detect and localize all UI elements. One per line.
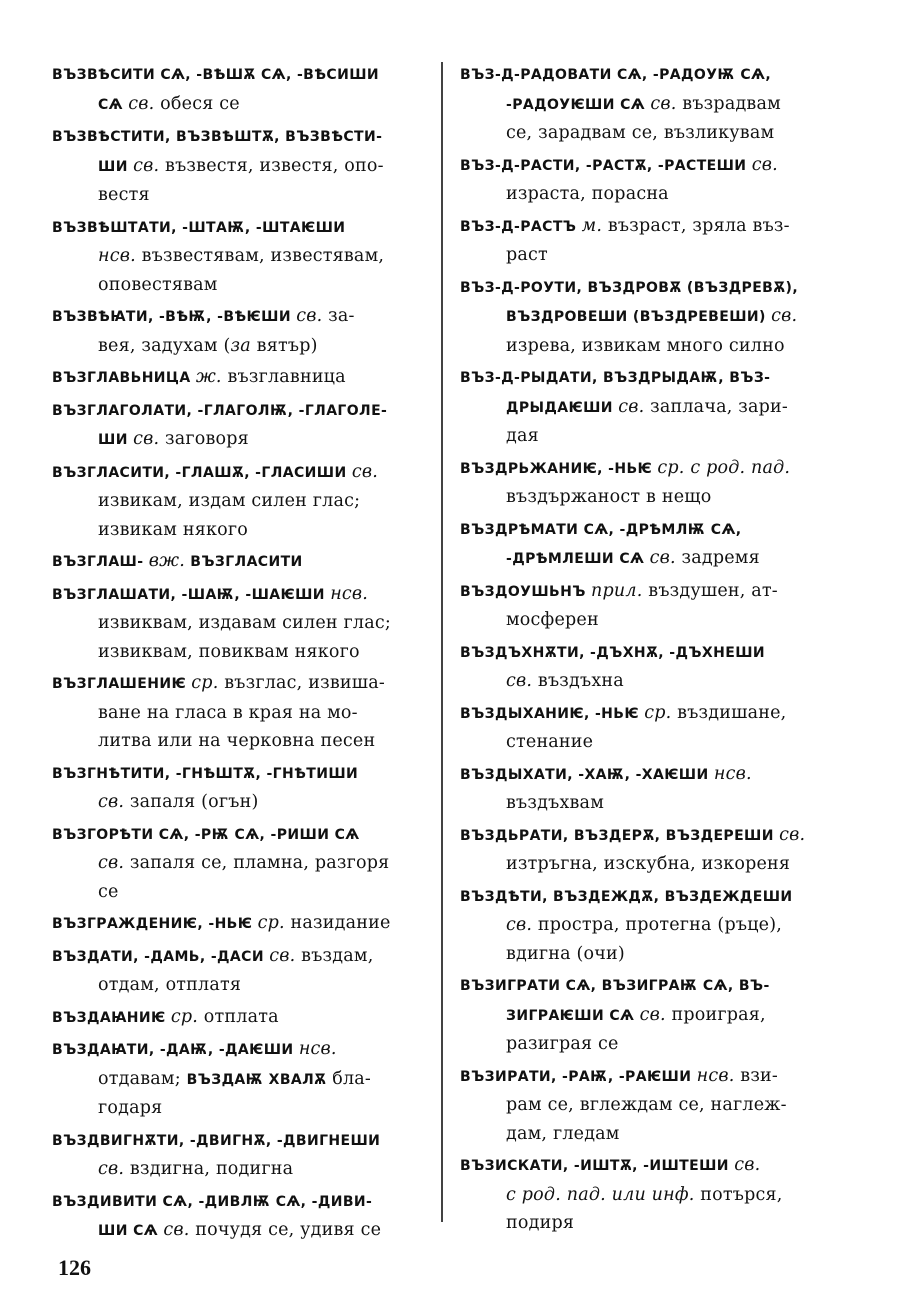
entry-first-line [460, 760, 845, 790]
grammar-label: ср. [644, 702, 672, 723]
dictionary-entry [460, 699, 845, 757]
headword: ВЪЗДЫХАНИѤ, -НЬѤ [460, 705, 645, 722]
definition: заговоря [159, 429, 249, 449]
grammar-label: св. [650, 93, 677, 114]
entry-first-line [52, 396, 437, 426]
dictionary-entry [52, 580, 437, 667]
definition: вздигна, подигна [124, 1159, 294, 1179]
entry-continuation-line [460, 1209, 845, 1238]
entry-continuation-line [460, 728, 845, 757]
grammar-label: св. [751, 154, 778, 175]
headword: ВЪЗИГРАТИ СѦ, ВЪЗИГРАѬ СѦ, ВЪ- [460, 978, 770, 994]
headword: ВЪЗГЛАШ- [52, 554, 149, 570]
definition: извиквам, повиквам някого [98, 641, 360, 662]
dictionary-entry [52, 363, 437, 393]
dictionary-entry [460, 760, 845, 818]
entry-first-line [460, 60, 845, 90]
entry-continuation-line [460, 850, 845, 879]
definition: проиграя, [665, 1004, 766, 1025]
dictionary-entry [52, 909, 437, 939]
definition: мосферен [506, 610, 599, 630]
dictionary-entry [52, 396, 437, 455]
grammar-label: св. [133, 155, 160, 176]
definition: възрадвам [676, 93, 781, 114]
headword: ВЪЗИСКАТИ, -ИШТѪ, -ИШТЕШИ [460, 1158, 735, 1174]
entry-first-line [52, 363, 437, 393]
grammar-label: нсв. [713, 763, 752, 784]
entry-first-line [52, 213, 437, 243]
entry-continuation-line [52, 1065, 437, 1095]
entry-first-line [460, 971, 845, 1001]
entry-continuation-line [460, 393, 845, 423]
definition: раст [506, 245, 548, 265]
grammar-label: св. [133, 429, 160, 449]
dictionary-entry [52, 820, 437, 907]
headword: ДРЫДАѤШИ [506, 399, 619, 416]
entry-continuation-line [460, 940, 845, 969]
grammar-label: нсв. [696, 1065, 735, 1086]
definition: литва или на черковна песен [98, 731, 376, 751]
headword: ВЪЗ-Д-РАДОВАТИ СѦ, -РАДОУѬ СѦ, [460, 67, 772, 83]
entry-first-line [52, 1003, 437, 1033]
dictionary-entry [460, 151, 845, 209]
definition: назидание [284, 913, 391, 933]
definition: възвестявам, известявам, [135, 246, 385, 266]
entry-continuation-line [52, 242, 437, 271]
headword: ШИ [98, 432, 134, 448]
definition: изтръгна, изскубна, изкореня [506, 854, 791, 874]
dictionary-entry [460, 363, 845, 451]
entry-continuation-line [460, 911, 845, 940]
definition: обеся се [154, 93, 240, 114]
headword: ЗИГРАѤШИ СѦ [506, 1007, 640, 1024]
headword: ВЪЗВѢШТАТИ, -ШТАѬ, -ШТАѤШИ [52, 219, 346, 236]
entry-first-line [52, 122, 437, 152]
headword: ВЪЗДАѬ ХВАЛѪ [186, 1071, 327, 1088]
dictionary-entry [52, 122, 437, 210]
entry-continuation-line [52, 878, 437, 907]
dictionary-entry [52, 1187, 437, 1246]
entry-continuation-line [52, 152, 437, 182]
headword: ШИ [98, 158, 134, 175]
headword: ВЪЗДВИГНѪТИ, -ДВИГНѪ, -ДВИГНЕШИ [52, 1132, 381, 1149]
headword: ВЪЗГЛАСИТИ [184, 554, 303, 570]
grammar-label: св. [771, 306, 798, 326]
entry-continuation-line [460, 1001, 845, 1031]
entry-continuation-line [460, 422, 845, 451]
definition: дая [506, 426, 539, 446]
headword: ВЪЗДОУШЬНЪ [460, 583, 592, 600]
definition: отдам, отплатя [98, 975, 242, 995]
dictionary-entry [460, 454, 845, 512]
definition: вдигна (очи) [506, 943, 625, 964]
entry-continuation-line [460, 1181, 845, 1210]
headword: ВЪЗГЛАСИТИ, -ГЛАШѪ, -ГЛАСИШИ [52, 464, 352, 481]
grammar-label: св. [163, 1220, 190, 1240]
definition: простра, протегна (ръце), [532, 915, 782, 935]
grammar-label: нсв. [298, 1039, 337, 1059]
grammar-label: м. [581, 215, 603, 236]
page-number: 126 [58, 1255, 91, 1280]
headword: ВЪЗДАꙖТИ, -ДАѬ, -ДАѤШИ [52, 1042, 299, 1058]
definition: дам, гледам [506, 1123, 620, 1144]
dictionary-entry [460, 60, 845, 148]
dictionary-entry [52, 60, 437, 119]
grammar-label: ж. [195, 367, 222, 387]
entry-continuation-line [52, 788, 437, 817]
grammar-label: св. [639, 1004, 666, 1025]
entry-first-line [460, 515, 845, 545]
entry-first-line [460, 1151, 845, 1181]
headword: ВЪЗДРЬЖАНИѤ, -НЬѤ [460, 460, 658, 477]
entry-continuation-line [460, 1120, 845, 1149]
definition: въздъхна [532, 671, 624, 691]
definition: запаля (огън) [124, 792, 259, 812]
grammar-label: нсв. [98, 246, 136, 266]
dictionary-entry [460, 212, 845, 270]
entry-continuation-line [52, 516, 437, 545]
entry-continuation-line [460, 667, 845, 696]
entry-continuation-line [460, 483, 845, 512]
grammar-label: св. [98, 792, 125, 812]
definition: оповестявам [98, 274, 218, 295]
grammar-label: прил. [591, 580, 643, 601]
column-divider [441, 62, 443, 1222]
dictionary-entry [460, 1062, 845, 1149]
definition: задремя [675, 548, 760, 568]
entry-first-line [52, 547, 437, 577]
entry-first-line [52, 820, 437, 850]
entry-first-line [52, 1187, 437, 1217]
entry-first-line [52, 759, 437, 789]
entry-first-line [460, 273, 845, 303]
entry-continuation-line [52, 425, 437, 455]
headword: ВЪЗГЛАШАТИ, -ШАѬ, -ШАѤШИ [52, 586, 331, 603]
entry-continuation-line [52, 1155, 437, 1184]
dictionary-entry [460, 821, 845, 879]
definition: извиквам, издавам силен глас; [98, 613, 391, 633]
entry-continuation-line [460, 544, 845, 574]
entry-first-line [460, 821, 845, 851]
entry-continuation-line [52, 1216, 437, 1246]
entry-continuation-line [52, 727, 437, 756]
definition: се, зарадвам се, възликувам [506, 123, 775, 143]
definition: отплата [198, 1006, 279, 1027]
definition: отдавам; [98, 1068, 187, 1089]
definition: почудя се, удивя се [189, 1220, 382, 1240]
entry-continuation-line [460, 1091, 845, 1120]
left-column [52, 60, 437, 1249]
grammar-label: вж. [148, 551, 185, 571]
entry-first-line [52, 60, 437, 90]
entry-continuation-line [52, 609, 437, 638]
entry-continuation-line [52, 271, 437, 300]
grammar-label: св. [506, 671, 533, 691]
grammar-label: ср. [257, 913, 285, 933]
headword: ВЪЗДРОВЕШИ (ВЪЗДРЕВЕШИ) [506, 309, 772, 325]
grammar-label: с род. пад. или инф. [506, 1184, 695, 1205]
entry-continuation-line [52, 971, 437, 1000]
headword: ВЪЗ-Д-РЫДАТИ, ВЪЗДРЫДАѬ, ВЪЗ- [460, 370, 771, 386]
definition: вятър) [250, 335, 318, 356]
dictionary-entry [460, 882, 845, 969]
definition: извикам, издам силен глас; [98, 491, 361, 511]
definition: заплача, зари- [644, 396, 789, 417]
definition: запаля се, пламна, разгоря [124, 853, 390, 873]
grammar-label: св. [734, 1155, 761, 1175]
dictionary-entry [52, 1003, 437, 1033]
entry-first-line [460, 577, 845, 607]
grammar-label: св. [649, 548, 676, 568]
dictionary-entry [460, 273, 845, 361]
entry-first-line [460, 1062, 845, 1092]
headword: ВЪЗ-Д-РАСТИ, -РАСТѪ, -РАСТЕШИ [460, 157, 752, 174]
definition: възглавница [221, 367, 346, 387]
headword: ВЪЗДЪХНѪТИ, -ДЪХНѪ, -ДЪХНЕШИ [460, 644, 766, 661]
grammar-label: нсв. [330, 583, 369, 604]
grammar-label: ср. [191, 673, 219, 693]
definition: израста, порасна [506, 184, 669, 204]
definition: въздържаност в нещо [506, 487, 712, 507]
entry-continuation-line [52, 487, 437, 516]
headword: ШИ СѦ [98, 1223, 164, 1239]
definition: разиграя се [506, 1034, 619, 1054]
entry-first-line [52, 909, 437, 939]
entry-continuation-line [52, 181, 437, 210]
headword: СѦ [98, 96, 129, 113]
headword: ВЪЗ-Д-РАСТЪ [460, 218, 582, 235]
entry-continuation-line [460, 302, 845, 332]
definition: изрева, извикам много силно [506, 335, 785, 356]
entry-continuation-line [52, 638, 437, 667]
definition: въздъхвам [506, 793, 605, 813]
headword: -ДРѢМЛЕШИ СѦ [506, 551, 650, 567]
headword: ВЪЗГЛАШЕНИѤ [52, 676, 192, 692]
grammar-label: св. [98, 1159, 125, 1179]
definition: потърся, [694, 1184, 783, 1205]
entry-first-line [52, 458, 437, 488]
definition: годаря [98, 1098, 163, 1118]
entry-continuation-line [460, 1030, 845, 1059]
dictionary-entry [52, 759, 437, 817]
definition: вестя [98, 185, 150, 205]
grammar-label: св. [351, 461, 379, 482]
definition: стенание [506, 732, 594, 752]
entry-continuation-line [52, 1094, 437, 1123]
dictionary-entry [460, 971, 845, 1059]
dictionary-entry [460, 1151, 845, 1238]
headword: ВЪЗДѢТИ, ВЪЗДЕЖДѪ, ВЪЗДЕЖДЕШИ [460, 888, 793, 905]
headword: ВЪЗВѢСИТИ СѦ, -ВѢШѪ СѦ, -ВѢСИШИ [52, 67, 380, 83]
headword: ВЪЗГЛАВЬНИЦА [52, 370, 196, 386]
entry-continuation-line [460, 90, 845, 120]
entry-first-line [52, 669, 437, 699]
headword: ВЪЗ-Д-РОУТИ, ВЪЗДРОВѪ (ВЪЗДРЕВѪ), [460, 279, 799, 296]
headword: ВЪЗДАТИ, -ДАМЬ, -ДАСИ [52, 948, 270, 965]
entry-first-line [52, 942, 437, 972]
grammar-label: св. [269, 945, 296, 966]
definition: вея, задухам ( [98, 335, 231, 356]
definition: въздам, [295, 945, 374, 966]
headword: ВЪЗДАꙖНИѤ [52, 1009, 171, 1026]
entry-continuation-line [460, 241, 845, 270]
entry-continuation-line [52, 332, 437, 361]
definition: рам се, вглеждам се, наглеж- [506, 1095, 787, 1115]
entry-continuation-line [52, 90, 437, 120]
definition: за- [322, 306, 355, 326]
grammar-label: св. [98, 853, 125, 873]
entry-first-line [460, 638, 845, 668]
entry-continuation-line [460, 789, 845, 818]
entry-continuation-line [460, 180, 845, 209]
entry-first-line [52, 302, 437, 332]
dictionary-entry [52, 1035, 437, 1123]
definition: бла- [326, 1068, 372, 1089]
entry-first-line [52, 580, 437, 610]
entry-continuation-line [52, 849, 437, 878]
entry-continuation-line [460, 332, 845, 361]
grammar-label: за [230, 335, 251, 356]
headword: ВЪЗДЬРАТИ, ВЪЗДЕРѪ, ВЪЗДЕРЕШИ [460, 827, 780, 844]
grammar-label: св. [128, 93, 155, 114]
dictionary-entry [460, 515, 845, 574]
definition: въздушен, ат- [642, 580, 778, 601]
grammar-label: св. [618, 396, 645, 417]
entry-first-line [460, 882, 845, 912]
grammar-label: ср. с род. пад. [657, 457, 791, 478]
entry-first-line [52, 1035, 437, 1065]
entry-first-line [460, 212, 845, 242]
grammar-label: св. [296, 306, 323, 326]
headword: ВЪЗВѢСТИТИ, ВЪЗВѢШТѪ, ВЪЗВѢСТИ- [52, 129, 383, 145]
entry-continuation-line [52, 699, 437, 728]
entry-first-line [52, 1126, 437, 1156]
entry-continuation-line [460, 606, 845, 635]
definition: взи- [734, 1065, 779, 1086]
definition: се [98, 881, 119, 902]
dictionary-entry [460, 638, 845, 696]
entry-first-line [460, 699, 845, 729]
headword: ВЪЗВѢꙖТИ, -ВѢѬ, -ВѢѤШИ [52, 309, 297, 325]
definition: извикам някого [98, 519, 248, 540]
headword: ВЪЗГРАЖДЕНИѤ, -НЬѤ [52, 916, 258, 932]
dictionary-entry [52, 669, 437, 756]
definition: въздишане, [671, 702, 787, 723]
grammar-label: ср. [170, 1006, 199, 1027]
dictionary-entry [460, 577, 845, 635]
headword: ВЪЗИРАТИ, -РАѬ, -РАѤШИ [460, 1068, 697, 1085]
definition: възглас, извиша- [218, 673, 385, 693]
dictionary-entry [52, 302, 437, 360]
definition: подиря [506, 1213, 575, 1233]
headword: ВЪЗГОРѢТИ СѦ, -РѬ СѦ, -РИШИ СѦ [52, 826, 360, 843]
dictionary-entry [52, 458, 437, 545]
grammar-label: св. [506, 915, 533, 935]
headword: ВЪЗГНѢТИТИ, -ГНѢШТѪ, -ГНѢТИШИ [52, 765, 359, 782]
dictionary-entry [52, 1126, 437, 1184]
headword: ВЪЗДРѢМАТИ СѦ, -ДРѢМЛѬ СѦ, [460, 521, 742, 538]
dictionary-entry [52, 942, 437, 1000]
entry-first-line [460, 454, 845, 484]
dictionary-entry [52, 547, 437, 577]
definition: възраст, зряла въз- [602, 215, 790, 236]
headword: -РАДОУѤШИ СѦ [506, 96, 651, 113]
headword: ВЪЗДЫХАТИ, -ХАѬ, -ХАѤШИ [460, 766, 714, 783]
definition: възвестя, известя, опо- [159, 155, 384, 176]
headword: ВЪЗГЛАГОЛАТИ, -ГЛАГОЛѬ, -ГЛАГОЛЕ- [52, 402, 388, 419]
entry-first-line [460, 363, 845, 393]
headword: ВЪЗДИВИТИ СѦ, -ДИВЛѬ СѦ, -ДИВИ- [52, 1193, 373, 1210]
entry-continuation-line [460, 119, 845, 148]
entry-first-line [460, 151, 845, 181]
right-column [460, 60, 845, 1241]
grammar-label: св. [779, 824, 806, 845]
definition: ване на гласа в края на мо- [98, 702, 358, 723]
dictionary-entry [52, 213, 437, 300]
